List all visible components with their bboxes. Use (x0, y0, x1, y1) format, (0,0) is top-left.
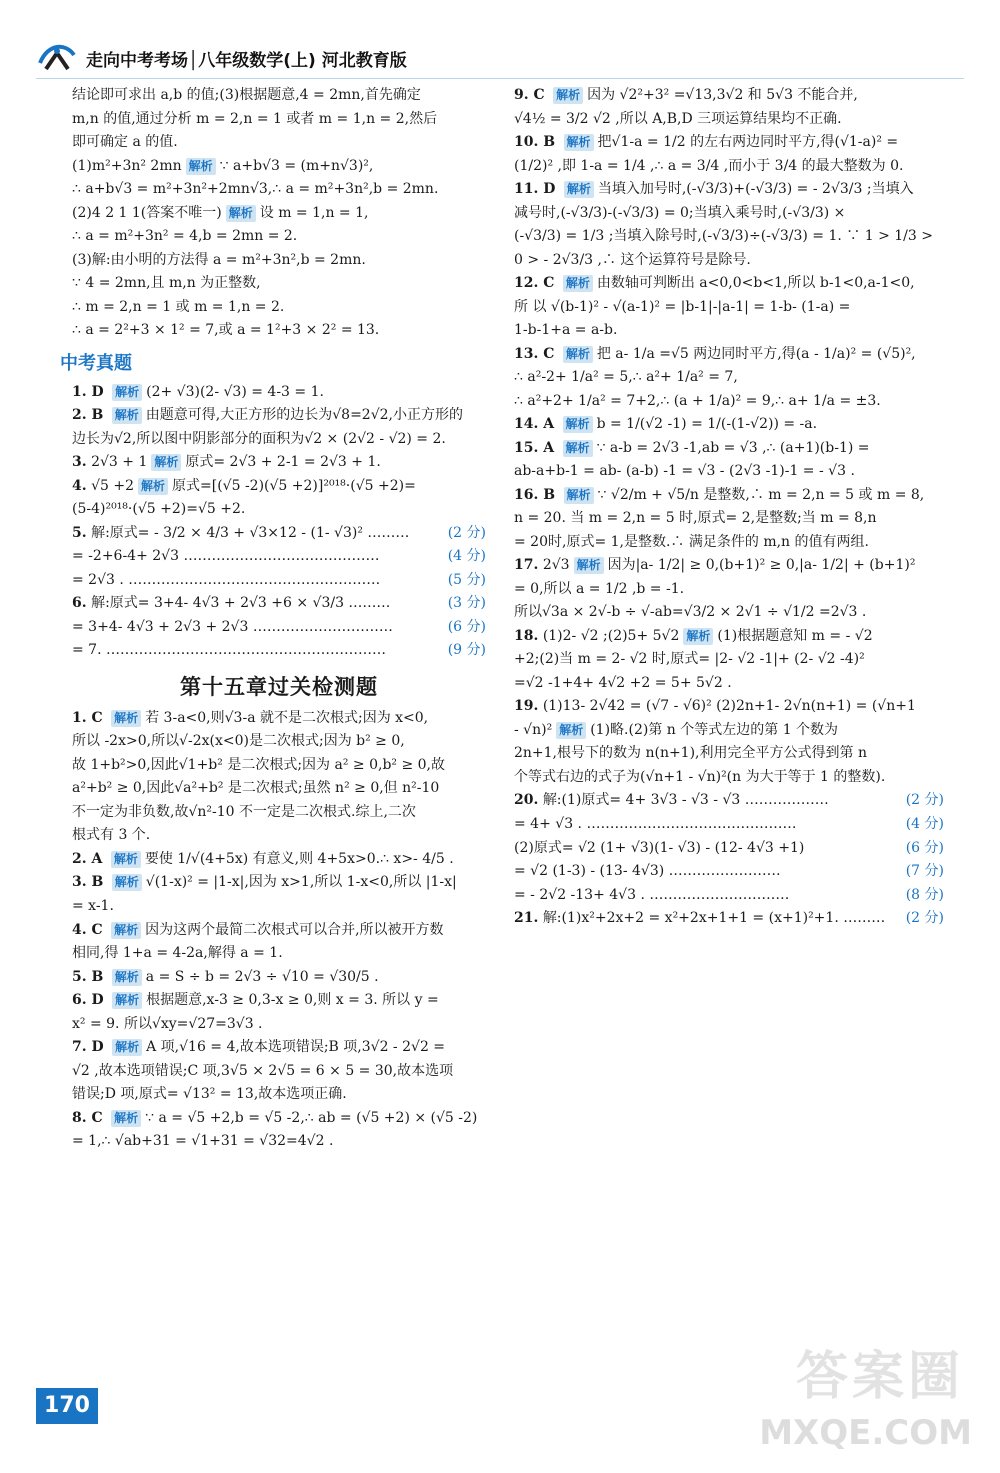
answer-number: 1. D (72, 383, 104, 400)
text-line: = 20时,原式= 1,是整数.∴ 满足条件的 m,n 的值有两组. (514, 533, 869, 550)
scored-step (514, 789, 944, 813)
answer-item (514, 554, 944, 578)
scored-step (514, 813, 944, 837)
answer-item (72, 966, 486, 990)
analysis-tag: 解析 (111, 1110, 141, 1127)
analysis-tag: 解析 (683, 628, 713, 645)
analysis-text: a = S ÷ b = 2√3 ÷ √10 = √30/5 . (145, 968, 379, 985)
text-line: 2n+1,根号下的数为 n(n+1),利用完全平方公式得到第 n (514, 745, 867, 762)
text-line: =√2 -1+4+ 4√2 +2 = 5+ 5√2 . (514, 674, 732, 691)
text-line: 1-b-1+a = a-b. (514, 322, 618, 339)
analysis-tag: 解析 (556, 722, 586, 739)
text-line: 边长为√2,所以图中阴影部分的面积为√2 × (2√2 - √2) = 2. (72, 430, 446, 447)
analysis-text: 原式=[(√5 -2)(√5 +2)]²⁰¹⁸·(√5 +2)= (172, 477, 416, 494)
score-label: (4 分) (905, 815, 944, 832)
text-line: 不一定为非负数,故√n²-10 不一定是二次根式.综上,二次 (72, 803, 416, 820)
analysis-tag: 解析 (553, 87, 583, 104)
answer-item (72, 155, 486, 179)
answer-item (72, 404, 486, 428)
answer-number: 12. C (514, 275, 555, 292)
answer-item (514, 178, 944, 202)
scored-step (514, 837, 944, 861)
score-label: (9 分) (447, 642, 486, 659)
text-line: 0 > - 2√3/3 ,∴ 这个运算符号是除号. (514, 251, 751, 268)
answer-item (72, 451, 486, 475)
answer-item (72, 1107, 486, 1131)
answer-value: 2√3 + 1 (91, 454, 148, 471)
analysis-text: (1)略.(2)第 n 个等式左边的第 1 个数为 (590, 721, 839, 738)
text-line: ∴ a = m²+3n² = 4,b = 2mn = 2. (72, 228, 298, 245)
section-title: 中考真题 (60, 352, 132, 374)
score-label: (5 分) (447, 571, 486, 588)
text-line: 所以√3a × 2√-b ÷ √-ab=√3/2 × 2√1 ÷ √1/2 =2√3 . (514, 604, 867, 621)
scored-step (72, 545, 486, 569)
scored-step (72, 569, 486, 593)
text-line: ∴ a = 2²+3 × 1² = 7,或 a = 1²+3 × 2² = 13. (72, 322, 380, 339)
analysis-text: A 项,√16 = 4,故本选项错误;B 项,3√2 - 2√2 = (146, 1039, 446, 1056)
header-divider (36, 78, 964, 79)
analysis-tag: 解析 (112, 407, 142, 424)
step-text: (2)原式= √2 (1+ √3)(1- √3) - (12- 4√3 +1) (514, 839, 805, 856)
analysis-tag: 解析 (564, 181, 594, 198)
analysis-tag: 解析 (112, 874, 142, 891)
text-line: (3)解:由小明的方法得 a = m²+3n²,b = 2mn. (72, 251, 366, 268)
answer-item (72, 871, 486, 895)
step-text: 解:原式= 3+4- 4√3 + 2√3 +6 × √3/3 ……… (91, 595, 391, 612)
score-label: (6 分) (905, 839, 944, 856)
text-line: 故 1+b²>0,因此√1+b² 是二次根式;因为 a² ≥ 0,b² ≥ 0,故 (72, 756, 446, 773)
text-line: ∴ a²-2+ 1/a² = 5,∴ a²+ 1/a² = 7, (514, 369, 738, 386)
analysis-tag: 解析 (111, 922, 141, 939)
watermark-logo: 答案圈 (795, 1347, 964, 1407)
answer-item (514, 84, 944, 108)
analysis-tag: 解析 (563, 346, 593, 363)
scored-step (514, 860, 944, 884)
answer-number: 2. A (72, 850, 103, 867)
analysis-text: ∵ a-b = 2√3 -1,ab = √3 ,∴ (a+1)(b-1) = (596, 439, 870, 456)
answer-value: (1)2- √2 ;(2)5+ 5√2 (542, 627, 680, 644)
text-line: 根式有 3 个. (72, 827, 151, 844)
text-line: 即可确定 a 的值. (72, 134, 178, 151)
analysis-tag: 解析 (151, 454, 181, 471)
answer-value: (1)m²+3n² 2mn (72, 157, 182, 174)
text-line: 减号时,(-√3/3)-(-√3/3) = 0;当填入乘号时,(-√3/3) × (514, 204, 846, 221)
analysis-text: 因为|a- 1/2| ≥ 0,(b+1)² ≥ 0,|a- 1/2| + (b+1)² (607, 557, 916, 574)
score-label: (8 分) (905, 886, 944, 903)
answer-number: 2. B (72, 407, 104, 424)
score-label: (4 分) (447, 548, 486, 565)
answer-item (514, 695, 944, 719)
analysis-tag: 解析 (564, 487, 594, 504)
score-label: (3 分) (447, 595, 486, 612)
scored-step (514, 907, 944, 931)
answer-item (514, 131, 944, 155)
answer-number: 5. B (72, 968, 104, 985)
text-line: = 0,所以 a = 1/2 ,b = -1. (514, 580, 685, 597)
answer-item (514, 272, 944, 296)
page-number: 170 (36, 1388, 98, 1424)
analysis-text: ∵ a = √5 +2,b = √5 -2,∴ ab = (√5 +2) × (√5 -2) (145, 1109, 478, 1126)
analysis-text: 要使 1/√(4+5x) 有意义,则 4+5x>0.∴ x>- 4/5 . (144, 850, 454, 867)
score-label: (7 分) (905, 863, 944, 880)
answer-item (514, 437, 944, 461)
text-line: = x-1. (72, 897, 114, 914)
text-line: 结论即可求出 a,b 的值;(3)根据题意,4 = 2mn,首先确定 (72, 87, 421, 103)
analysis-text: 若 3-a<0,则√3-a 就不是二次根式;因为 x<0, (145, 709, 429, 726)
text-line: (-√3/3) = 1/3 ;当填入除号时,(-√3/3)÷(-√3/3) = 1. ∵ 1 > 1/3 > (514, 228, 933, 245)
analysis-tag: 解析 (186, 158, 216, 175)
answer-number: 5. (72, 524, 87, 541)
answer-number: 9. C (514, 87, 545, 103)
right-column (514, 84, 944, 931)
answer-number: 16. B (514, 486, 556, 503)
analysis-text: 设 m = 1,n = 1, (259, 204, 369, 221)
analysis-tag: 解析 (111, 710, 141, 727)
score-label: (6 分) (447, 618, 486, 635)
analysis-text: 根据题意,x-3 ≥ 0,3-x ≥ 0,则 x = 3. 所以 y = (146, 992, 439, 1009)
answer-number: 10. B (514, 134, 556, 151)
step-text: = 4+ √3 . ……………………………………… (514, 815, 797, 832)
answer-item (514, 343, 944, 367)
step-text: = - 2√2 -13+ 4√3 . ………………………… (514, 886, 790, 903)
text-line: 所 以 √(b-1)² - √(a-1)² = |b-1|-|a-1| = 1-b- (1-a) = (514, 298, 851, 315)
answer-item (514, 413, 944, 437)
text-line: a²+b² ≥ 0,因此√a²+b² 是二次根式;虽然 n² ≥ 0,但 n²-10 (72, 780, 440, 797)
analysis-tag: 解析 (112, 384, 142, 401)
step-text: = 2√3 . ……………………………………………… (72, 571, 381, 588)
analysis-tag: 解析 (226, 205, 256, 222)
answer-number: 6. D (72, 992, 104, 1009)
text-line: √4½ = 3/2 √2 ,所以 A,B,D 三项运算结果均不正确. (514, 110, 842, 127)
analysis-text: 把 a- 1/a =√5 两边同时平方,得(a - 1/a)² = (√5)², (596, 345, 916, 362)
text-line: ab-a+b-1 = ab- (a-b) -1 = √3 - (2√3 -1)-1 = - √3 . (514, 463, 855, 480)
answer-item (72, 475, 486, 499)
scored-step (72, 522, 486, 546)
answer-item (72, 919, 486, 943)
answer-number: 8. C (72, 1109, 103, 1126)
text-line: 个等式右边的式子为(√n+1 - √n)²(n 为大于等于 1 的整数). (514, 768, 886, 785)
analysis-tag: 解析 (563, 416, 593, 433)
analysis-text: ∵ a+b√3 = (m+n√3)², (219, 157, 374, 174)
scored-step (72, 616, 486, 640)
answer-value: 2√3 (542, 557, 570, 574)
analysis-text: b = 1/(√2 -1) = 1/(-(1-√2)) = -a. (596, 416, 818, 433)
analysis-tag: 解析 (563, 275, 593, 292)
analysis-tag: 解析 (112, 1039, 142, 1056)
chapter-title: 第十五章过关检测题 (180, 674, 378, 699)
analysis-text: ∵ √2/m + √5/n 是整数,∴ m = 2,n = 5 或 m = 8, (597, 486, 925, 503)
answer-number: 1. C (72, 709, 103, 726)
publisher-logo-icon (36, 41, 78, 75)
answer-number: 15. A (514, 439, 555, 456)
answer-item (72, 381, 486, 405)
answer-number: 4. C (72, 921, 103, 938)
step-text: 解:原式= - 3/2 × 4/3 + √3×12 - (1- √3)² ……… (91, 524, 410, 541)
answer-value: - √n)² (514, 721, 553, 738)
analysis-tag: 解析 (564, 134, 594, 151)
answer-number: 3. (72, 454, 87, 471)
answer-number: 18. (514, 627, 539, 644)
analysis-text: 因为 √2²+3² =√13,3√2 和 5√3 不能合并, (587, 87, 858, 103)
answer-number: 14. A (514, 416, 555, 433)
step-text: = 3+4- 4√3 + 2√3 + 2√3 ………………………… (72, 618, 393, 635)
answer-number: 4. (72, 477, 87, 494)
step-text: 解:(1)x²+2x+2 = x²+2x+1+1 = (x+1)²+1. ……… (542, 910, 886, 927)
text-line: = 1,∴ √ab+31 = √1+31 = √32=4√2 . (72, 1133, 334, 1150)
header-title: 走向中考考场│八年级数学(上) 河北教育版 (86, 50, 407, 71)
answer-number: 13. C (514, 345, 555, 362)
answer-item (72, 989, 486, 1013)
score-label: (2 分) (905, 792, 944, 809)
answer-item (514, 625, 944, 649)
step-text: 解:(1)原式= 4+ 3√3 - √3 - √3 ……………… (542, 792, 829, 809)
answer-item (72, 707, 486, 731)
scored-step (514, 884, 944, 908)
scored-step (72, 639, 486, 663)
answer-number: 17. (514, 557, 539, 574)
text-line: ∴ a²+2+ 1/a² = 7+2,∴ (a + 1/a)² = 9,∴ a+ 1/a = ±3. (514, 392, 881, 409)
score-label: (2 分) (447, 524, 486, 541)
step-text: = 7. …………………………………………………… (72, 642, 386, 659)
text-line: x² = 9. 所以√xy=√27=3√3 . (72, 1015, 263, 1032)
analysis-tag: 解析 (574, 557, 604, 574)
answer-value: (1)13- 2√42 = (√7 - √6)² (2)2n+1- 2√n(n+1) = (√n+1 (542, 698, 916, 715)
analysis-tag: 解析 (563, 440, 593, 457)
text-line: (5-4)²⁰¹⁸·(√5 +2)=√5 +2. (72, 501, 246, 518)
text-line: n = 20. 当 m = 2,n = 5 时,原式= 2,是整数;当 m = 8,n (514, 510, 877, 527)
watermark-site: MXQE.COM (759, 1413, 972, 1453)
answer-number: 3. B (72, 874, 104, 891)
text-line: ∵ 4 = 2mn,且 m,n 为正整数, (72, 275, 261, 292)
analysis-text: 当填入加号时,(-√3/3)+(-√3/3) = - 2√3/3 ;当填入 (597, 181, 914, 198)
score-label: (2 分) (905, 910, 944, 927)
answer-item (514, 719, 944, 743)
analysis-tag: 解析 (111, 851, 141, 868)
step-text: = √2 (1-3) - (13- 4√3) …………………… (514, 863, 781, 880)
answer-item (514, 484, 944, 508)
text-line: 相同,得 1+a = 4-2a,解得 a = 1. (72, 945, 283, 962)
text-line: 所以 -2x>0,所以√-2x(x<0)是二次根式;因为 b² ≥ 0, (72, 733, 405, 750)
text-line: 错误;D 项,原式= √13² = 13,故本选项正确. (72, 1086, 347, 1103)
answer-item (72, 202, 486, 226)
answer-number: 19. (514, 698, 539, 715)
step-text: = -2+6-4+ 2√3 …………………………………… (72, 548, 380, 565)
text-line: ∴ m = 2,n = 1 或 m = 1,n = 2. (72, 298, 285, 315)
answer-number: 20. (514, 792, 539, 809)
analysis-text: 因为这两个最简二次根式可以合并,所以被开方数 (145, 921, 444, 938)
analysis-text: (2+ √3)(2- √3) = 4-3 = 1. (146, 383, 324, 400)
analysis-text: 把√1-a = 1/2 的左右两边同时平方,得(√1-a)² = (597, 134, 899, 151)
analysis-text: 由题意可得,大正方形的边长为√8=2√2,小正方形的 (145, 407, 463, 424)
analysis-tag: 解析 (112, 992, 142, 1009)
page-header (36, 38, 476, 78)
scored-step (72, 592, 486, 616)
answer-value: √5 +2 (91, 477, 134, 494)
answer-item (72, 848, 486, 872)
text-line: +2;(2)当 m = 2- √2 时,原式= |2- √2 -1|+ (2- √2 -4)² (514, 651, 865, 668)
analysis-text: (1)根据题意知 m = - √2 (717, 627, 873, 644)
text-line: ∴ a+b√3 = m²+3n²+2mn√3,∴ a = m²+3n²,b = 2mn. (72, 181, 439, 198)
analysis-tag: 解析 (112, 969, 142, 986)
text-line: (1/2)² ,即 1-a = 1/4 ,∴ a = 3/4 ,而小于 3/4 的最大整数为 0. (514, 157, 904, 174)
analysis-text: 原式= 2√3 + 2-1 = 2√3 + 1. (185, 454, 381, 471)
answer-number: 11. D (514, 181, 556, 198)
analysis-text: √(1-x)² = |1-x|,因为 x>1,所以 1-x<0,所以 |1-x| (145, 874, 457, 891)
analysis-tag: 解析 (138, 478, 168, 495)
answer-number: 7. D (72, 1039, 104, 1056)
text-line: m,n 的值,通过分析 m = 2,n = 1 或者 m = 1,n = 2,然后 (72, 110, 438, 127)
answer-number: 6. (72, 595, 87, 612)
answer-value: (2)4 2 1 1(答案不唯一) (72, 204, 222, 221)
text-line: √2 ,故本选项错误;C 项,3√5 × 2√5 = 6 × 5 = 30,故本选项 (72, 1062, 454, 1079)
left-column (60, 84, 486, 1154)
watermark (752, 1343, 972, 1453)
analysis-text: 由数轴可判断出 a<0,0<b<1,所以 b-1<0,a-1<0, (596, 275, 915, 292)
answer-number: 21. (514, 910, 539, 927)
answer-item (72, 1036, 486, 1060)
